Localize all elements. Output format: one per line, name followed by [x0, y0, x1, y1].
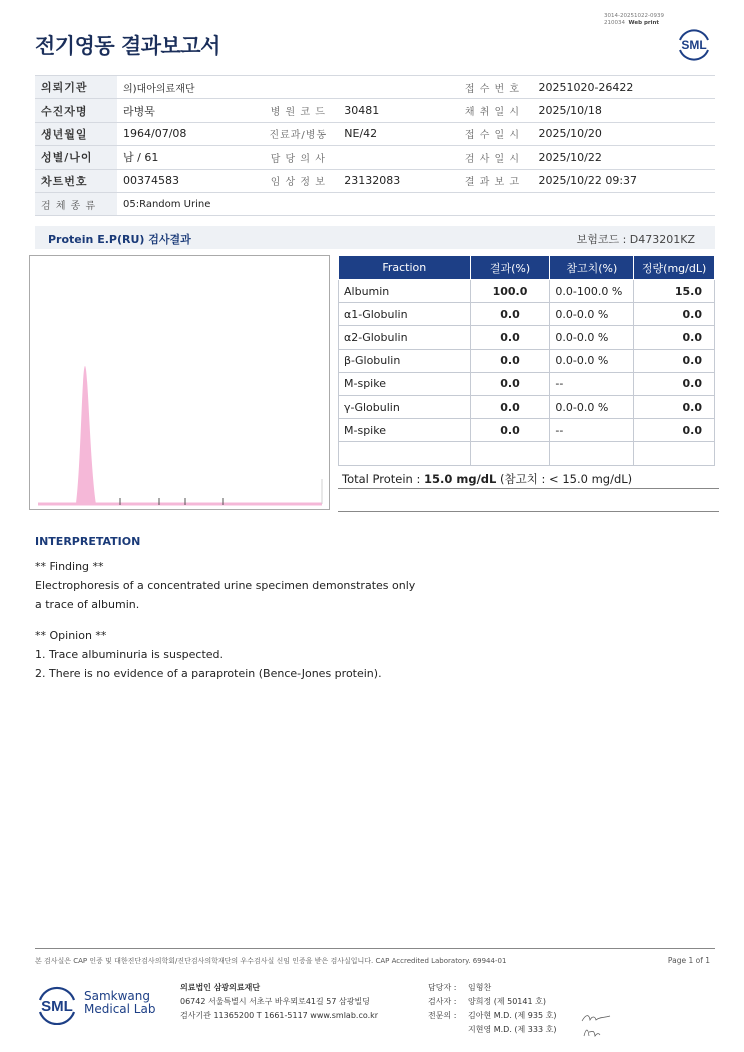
sml-logo-icon	[36, 985, 78, 1025]
print-info	[604, 13, 664, 26]
page-number: Page 1 of 1	[667, 956, 710, 965]
cell-ref: 0.0-0.0 %	[550, 349, 634, 372]
total-prefix: Total Protein :	[342, 472, 425, 486]
cell-ref	[550, 442, 634, 465]
table-row	[339, 419, 715, 442]
info-label: 결 과 보 고	[446, 169, 532, 192]
org-name: 의료법인 삼광의료재단	[180, 983, 261, 992]
electrophoresis-chart	[29, 255, 330, 510]
table-row	[339, 349, 715, 372]
staff-role: 전문의 :	[428, 1011, 457, 1020]
info-value: 라병묵	[117, 99, 252, 122]
cell-ref: --	[550, 419, 634, 442]
staff-row	[428, 995, 556, 1009]
org-address: 06742 서울특별시 서초구 바우뫼로41길 57 삼광빌딩	[180, 997, 370, 1006]
total-value: 15.0 mg/dL	[424, 472, 497, 486]
info-row	[35, 146, 715, 169]
accreditation-note: 본 검사실은 CAP 인증 및 대한진단검사의학회/진단검사의학재단의 우수검사실 신임 인증을 받은 검사실입니다. CAP Accredited Laboratory. 69944-01	[35, 957, 507, 965]
info-row	[35, 122, 715, 145]
info-value: 2025/10/18	[532, 99, 715, 122]
table-row	[339, 303, 715, 326]
info-value: 1964/07/08	[117, 122, 252, 145]
staff-name: 지현영 M.D. (제 333 호)	[468, 1025, 557, 1034]
column-header: 참고치(%)	[550, 256, 634, 280]
info-label: 수진자명	[35, 99, 117, 122]
interpretation-body	[35, 557, 415, 683]
cell-fraction: M-spike	[339, 419, 471, 442]
info-value: 의)대아의료재단	[117, 76, 252, 99]
specimen-label: 검 체 종 류	[35, 192, 117, 215]
electrophoresis-plot	[30, 256, 329, 509]
table-row	[339, 326, 715, 349]
cell-ref: 0.0-0.0 %	[550, 303, 634, 326]
sml-logo-text: SML	[681, 38, 707, 52]
finding-line: Electrophoresis of a concentrated urine specimen demonstrates only	[35, 579, 416, 592]
opinion-item: 1. Trace albuminuria is suspected.	[35, 648, 224, 661]
cell-fraction: α1-Globulin	[339, 303, 471, 326]
staff-row	[428, 1009, 556, 1023]
print-code: 3014-20251022-0939	[604, 13, 664, 19]
info-value: 남 / 61	[117, 146, 252, 169]
albumin-peak	[76, 366, 96, 504]
total-ref: (참고치 : < 15.0 mg/dL)	[496, 472, 633, 486]
report-title: 전기영동 결과보고서	[35, 34, 220, 58]
cell-fraction: M-spike	[339, 372, 471, 395]
column-header: 결과(%)	[470, 256, 550, 280]
print-label: Web print	[628, 19, 660, 26]
cell-amount: 0.0	[634, 303, 715, 326]
info-label: 임 상 정 보	[252, 169, 338, 192]
finding-label: ** Finding **	[35, 560, 104, 573]
info-value: 23132083	[338, 169, 446, 192]
info-value: 00374583	[117, 169, 252, 192]
cell-fraction: β-Globulin	[339, 349, 471, 372]
cell-amount: 0.0	[634, 419, 715, 442]
info-value	[338, 146, 446, 169]
brand-name	[84, 990, 155, 1016]
info-label: 의뢰기관	[35, 76, 117, 99]
table-row	[339, 280, 715, 303]
info-row	[35, 99, 715, 122]
brand-line: Samkwang	[84, 989, 150, 1003]
cell-ref: 0.0-0.0 %	[550, 395, 634, 418]
section-title: Protein E.P(RU) 검사결과	[48, 233, 191, 246]
signature	[580, 1012, 612, 1024]
info-row	[35, 192, 715, 215]
column-header: Fraction	[339, 256, 471, 280]
divider	[338, 511, 719, 512]
finding-line: a trace of albumin.	[35, 598, 140, 611]
cell-result: 0.0	[470, 372, 550, 395]
info-label: 담 당 의 사	[252, 146, 338, 169]
cell-ref: --	[550, 372, 634, 395]
info-label	[252, 76, 338, 99]
total-protein	[342, 471, 632, 487]
info-label: 진료과/병동	[252, 122, 338, 145]
info-row	[35, 76, 715, 99]
cell-amount: 0.0	[634, 395, 715, 418]
cell-result	[470, 442, 550, 465]
cell-amount	[634, 442, 715, 465]
info-label: 병 원 코 드	[252, 99, 338, 122]
results-table	[338, 255, 715, 466]
interpretation-heading: INTERPRETATION	[35, 535, 141, 548]
cell-fraction: α2-Globulin	[339, 326, 471, 349]
insurance-code: 보험코드 : D473201KZ	[576, 233, 695, 246]
staff-role: 담당자 :	[428, 983, 457, 992]
table-row	[339, 442, 715, 465]
sml-logo-text: SML	[41, 998, 73, 1015]
signature	[580, 1026, 612, 1038]
staff-name: 임형찬	[468, 983, 492, 992]
opinion-item: 2. There is no evidence of a paraprotein (Bence-Jones protein).	[35, 667, 382, 680]
sml-logo-icon	[676, 26, 712, 62]
cell-ref: 0.0-100.0 %	[550, 280, 634, 303]
cell-fraction: Albumin	[339, 280, 471, 303]
cell-amount: 0.0	[634, 372, 715, 395]
table-row	[339, 395, 715, 418]
staff-list	[428, 981, 556, 1037]
opinion-label: ** Opinion **	[35, 629, 107, 642]
info-label: 성별/나이	[35, 146, 117, 169]
print-code2: 210034	[604, 19, 625, 26]
staff-row	[428, 981, 556, 995]
results-header-row	[339, 256, 715, 280]
info-value	[338, 76, 446, 99]
staff-name: 양희정 (제 50141 호)	[468, 997, 546, 1006]
info-label: 생년월일	[35, 122, 117, 145]
staff-row	[428, 1023, 556, 1037]
info-value: 20251020-26422	[532, 76, 715, 99]
cell-amount: 0.0	[634, 349, 715, 372]
divider	[338, 488, 719, 489]
info-value: 30481	[338, 99, 446, 122]
cell-ref: 0.0-0.0 %	[550, 326, 634, 349]
footer-divider	[35, 948, 715, 949]
cell-result: 0.0	[470, 395, 550, 418]
info-label: 채 취 일 시	[446, 99, 532, 122]
section-bar	[35, 226, 715, 249]
patient-info-table	[35, 75, 715, 216]
cell-result: 0.0	[470, 349, 550, 372]
cell-amount: 15.0	[634, 280, 715, 303]
staff-name: 김아현 M.D. (제 935 호)	[468, 1011, 557, 1020]
org-contact: 검사기관 11365200 T 1661-5117 www.smlab.co.kr	[180, 1011, 379, 1020]
brand-line: Medical Lab	[84, 1002, 156, 1016]
staff-role: 검사자 :	[428, 997, 457, 1006]
info-value: 2025/10/22 09:37	[532, 169, 715, 192]
organization-info	[180, 981, 378, 1023]
info-label: 접 수 일 시	[446, 122, 532, 145]
info-label: 차트번호	[35, 169, 117, 192]
info-value: NE/42	[338, 122, 446, 145]
info-value: 2025/10/22	[532, 146, 715, 169]
cell-result: 0.0	[470, 419, 550, 442]
info-value: 2025/10/20	[532, 122, 715, 145]
cell-fraction: γ-Globulin	[339, 395, 471, 418]
cell-result: 0.0	[470, 303, 550, 326]
cell-result: 100.0	[470, 280, 550, 303]
info-label: 접 수 번 호	[446, 76, 532, 99]
table-row	[339, 372, 715, 395]
cell-amount: 0.0	[634, 326, 715, 349]
info-row	[35, 169, 715, 192]
cell-fraction	[339, 442, 471, 465]
specimen-value: 05:Random Urine	[117, 192, 715, 215]
info-label: 검 사 일 시	[446, 146, 532, 169]
column-header: 정량(mg/dL)	[634, 256, 715, 280]
cell-result: 0.0	[470, 326, 550, 349]
